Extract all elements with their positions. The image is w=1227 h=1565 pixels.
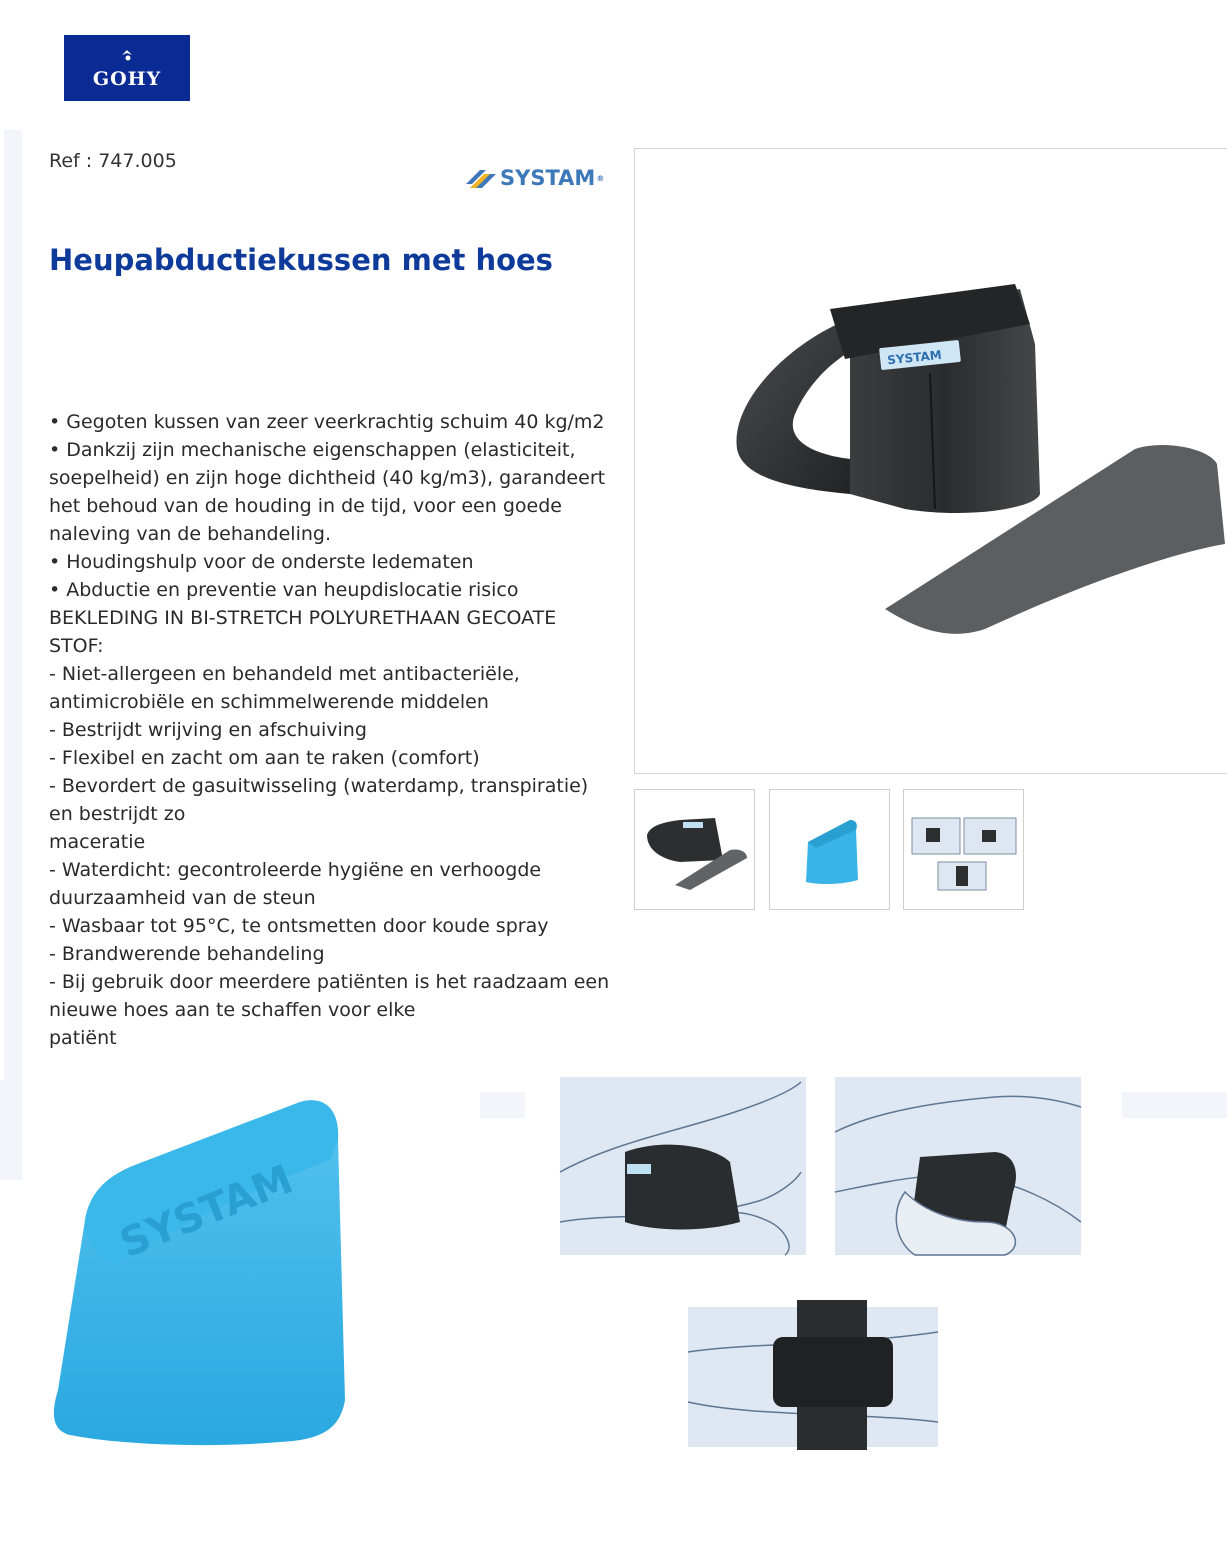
description-line: - Bij gebruik door meerdere patiënten is het raadzaam een [49, 971, 610, 993]
gohy-figure-icon [119, 47, 135, 66]
description-line: - Waterdicht: gecontroleerde hygiëne en verhoogde [49, 859, 542, 881]
usage-illustrations-image [555, 1072, 1095, 1542]
bottom-images [0, 1080, 1227, 1565]
main-product-image[interactable] [634, 148, 1227, 774]
description-line: nieuwe hoes aan te schaffen voor elke [49, 999, 416, 1021]
description-line: - Wasbaar tot 95°C, te ontsmetten door koude spray [49, 915, 549, 937]
description-line: en bestrijdt zo [49, 803, 186, 825]
description-line: • Gegoten kussen van zeer veerkrachtig schuim 40 kg/m2 [49, 411, 605, 433]
description-line: - Niet-allergeen en behandeld met antibacteriële, [49, 663, 520, 685]
description-line: • Dankzij zijn mechanische eigenschappen (elasticiteit, [49, 439, 576, 461]
description-line: duurzaamheid van de steun [49, 887, 316, 909]
gohy-logo [64, 35, 190, 101]
description-line: antimicrobiële en schimmelwerende middelen [49, 691, 489, 713]
description-line: naleving van de behandeling. [49, 523, 332, 545]
systam-stripes-icon [466, 168, 496, 188]
description-line: - Bestrijdt wrijving en afschuiving [49, 719, 367, 741]
description-line: - Bevordert de gasuitwisseling (waterdamp, transpiratie) [49, 775, 589, 797]
description-line: - Flexibel en zacht om aan te raken (comfort) [49, 747, 480, 769]
thumbnail-cover[interactable] [634, 789, 755, 910]
description-line: STOF: [49, 635, 104, 657]
description-line: patiënt [49, 1027, 117, 1049]
thumbnail-usage[interactable] [903, 789, 1024, 910]
thumbnail-foam[interactable] [769, 789, 890, 910]
systam-brand-text: SYSTAM [500, 166, 596, 190]
description-line: soepelheid) en zijn hoge dichtheid (40 kg/m3), garandeert [49, 467, 606, 489]
svg-text:SYSTAM: SYSTAM [886, 347, 943, 368]
product-ref: Ref : 747.005 [49, 150, 177, 172]
description-line: • Abductie en preventie van heupdislocatie risico [49, 579, 519, 601]
systam-brand-logo: SYSTAM ® [466, 166, 604, 190]
svg-text:SYSTAM: SYSTAM [113, 1156, 300, 1268]
product-description [49, 408, 614, 1052]
description-line: het behoud van de houding in de tijd, voor een goede [49, 495, 562, 517]
description-line: • Houdingshulp voor de onderste ledematen [49, 551, 474, 573]
description-line: BEKLEDING IN BI-STRETCH POLYURETHAAN GECOATE [49, 607, 557, 629]
left-margin-band [4, 130, 22, 1180]
foam-cushion-large-image [40, 1090, 440, 1470]
gohy-logo-text: GOHY [92, 67, 162, 90]
product-title: Heupabductiekussen met hoes [49, 243, 553, 277]
description-line: - Brandwerende behandeling [49, 943, 325, 965]
description-line: maceratie [49, 831, 146, 853]
